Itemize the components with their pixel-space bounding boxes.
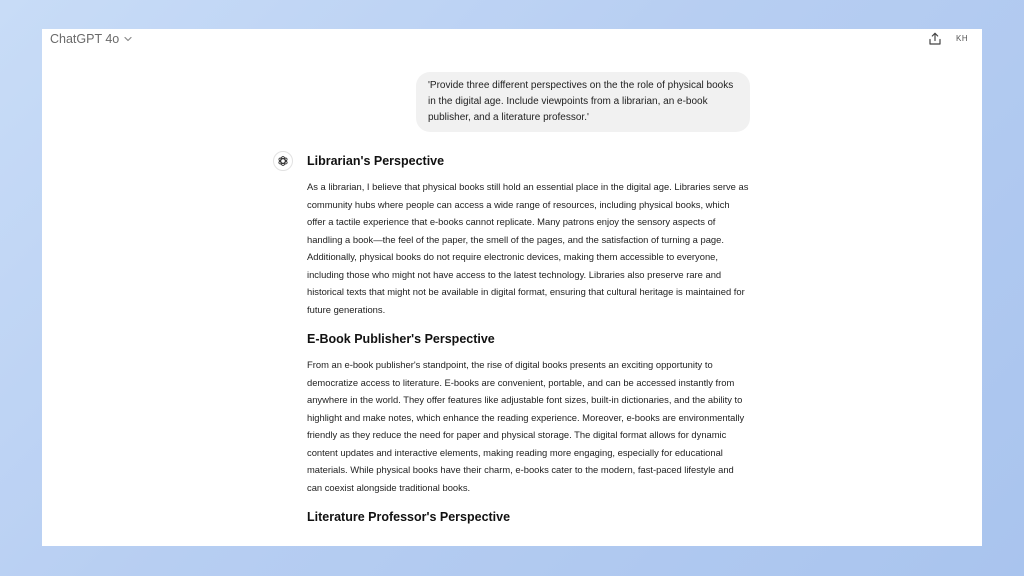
share-icon[interactable] bbox=[928, 32, 942, 46]
section-heading-librarian: Librarian's Perspective bbox=[307, 154, 445, 168]
section-heading-publisher: E-Book Publisher's Perspective bbox=[307, 332, 495, 346]
user-message-bubble: 'Provide three different perspectives on the the role of physical books in the digital age. Include viewpoints from a librarian, an e-book publisher, and a literature professor.' bbox=[416, 72, 750, 132]
assistant-response bbox=[307, 153, 750, 534]
openai-logo-icon bbox=[277, 155, 289, 167]
assistant-avatar bbox=[273, 151, 293, 171]
chevron-down-icon bbox=[123, 34, 133, 44]
section-body-librarian: As a librarian, I believe that physical books still hold an essential place in the digital age. Libraries serve as community hubs where people can access a wide range of resources, including physical books, which offer a tactile experience that e-books cannot replicate. Many patrons enjoy the sensory aspects of handling a book—the feel of the paper, the smell of the pages, and the satisfaction of turning a page. Additionally, physical books do not require electronic devices, making them accessible to everyone, including those who might not have access to the latest technology. Libraries also preserve rare and historical texts that might not be available in digital format, ensuring that cultural heritage is maintained for future generations. bbox=[307, 181, 749, 315]
section-heading-professor: Literature Professor's Perspective bbox=[307, 510, 511, 524]
top-bar bbox=[42, 29, 982, 51]
chat-window bbox=[42, 29, 982, 546]
section-body-publisher: From an e-book publisher's standpoint, the rise of digital books presents an exciting opportunity to democratize access to literature. E-books are convenient, portable, and can be accessed instantly from anywhere in the world. They offer features like adjustable font sizes, built-in dictionaries, and the ability to highlight and make notes, which enhance the reading experience. Moreover, e-books are environmentally friendly as they reduce the need for paper and physical storage. The digital format allows for dynamic content updates and interactive elements, making reading more engaging, especially for educational materials. While physical books have their charm, e-books cater to the modern, fast-paced lifestyle and can coexist alongside traditional books. bbox=[307, 359, 745, 493]
model-selector[interactable] bbox=[50, 32, 133, 46]
user-avatar[interactable]: KH bbox=[956, 34, 969, 43]
model-label: ChatGPT 4o bbox=[50, 32, 120, 46]
